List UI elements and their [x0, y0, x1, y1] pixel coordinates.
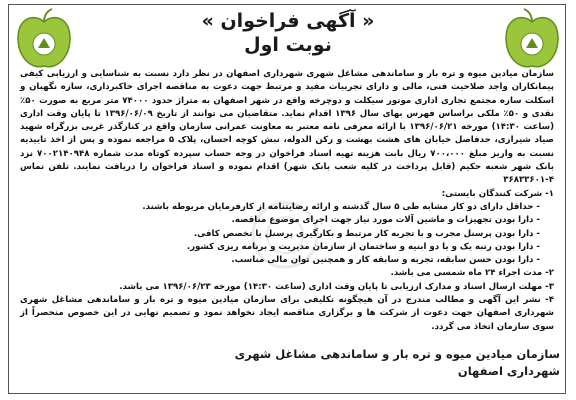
signature-organization: سازمان میادین میوه و تره بار و ساماندهی مشاغل شهری	[234, 347, 560, 361]
list-item: - دارا بودن رتبه یک و یا دو ابنیه و ساختمان از سازمان مدیریت و برنامه ریزی کشور.	[186, 241, 540, 252]
list-item: ۲- مدت اجراء ۲۴ ماه شمسی می باشد.	[390, 268, 554, 279]
list-item: - دارا بودن تجهیزات و ماشین آلات مورد نیاز جهت اجرای موضوع مناقصه.	[231, 215, 540, 226]
list-item: ۳- مهلت ارسال اسناد و مدارک ارزیابی تا پایان وقت اداری (ساعت ۱۴:۳۰) مورخه ۱۳۹۶/۰۶/۲۳ می باشد.	[119, 281, 554, 292]
notice-subtitle: نوبت اول	[244, 34, 332, 56]
list-item: - حداقل دارای دو کار مشابه طی ۵ سال گذشته و ارائه رضایتنامه از کارفرمایان مربوطه باشند.	[142, 201, 540, 212]
list-item: ۱- شرکت کنندگان بایستی:	[441, 188, 554, 199]
signature-block	[235, 346, 560, 380]
signature-municipality: شهرداری اصفهان	[457, 364, 560, 378]
notice-title: « آگهی فراخوان »	[201, 10, 375, 32]
apple-logo-icon	[14, 8, 74, 72]
apple-logo-icon	[502, 8, 562, 72]
notice-body	[20, 68, 554, 334]
intro-paragraph: سازمان میادین میوه و تره بار و ساماندهی مشاغل شهری شهرداری اصفهان در نظر دارد نسبت به شناسایی و ارزیابی کیفی پیمانکاران واجد صلاحیت فنی، مالی و دارای تجربیات مفید و مرتبط جهت دعوت به مناقصه اجرای خاکبرداری، سازه نگهبان و اسکلت سازه مجتمع تجاری اداری موتور سیکلت و دوچرخه واقع در شهر اصفهان به متراژ حدود ۷۴۰۰۰ متر مربع به صورت ۵۰٪ نقدی و ۵۰٪ ملکی براساس فهرس بهای سال ۱۳۹۶ اقدام نماید. متقاضیان می توانند از تاریخ ۱۳۹۶/۰۶/۰۹ تا پایان وقت اداری (ساعت ۱۴:۳۰) مورخه ۱۳۹۶/۰۶/۲۱ با ارائه معرفی نامه معتبر به معاونت عمرانی سازمان واقع در کنارگذر غربی بزرگراه شهید صیاد شیرازی، حدفاصل خیابان های هشت بهشت و رکن الدوله، نبش کوچه احسان، پلاک ۵ مراجعه نموده و پس از اخذ تاییدیه نسبت به واریز مبلغ ۷۰۰،۰۰۰ ریال بابت هزینه تهیه اسناد فراخوان در وجه حساب سپرده کوتاه مدت شماره ۷۰۰۲۱۴۰۹۴۸ نزد بانک شهر شعبه حکیم (قابل پرداخت در کلیه شعب بانک شهر) اقدام نموده و اسناد فراخوان را دریافت نمایند. تلفن تماس ۴-۳۶۸۳۳۶۰۱	[20, 69, 555, 186]
list-item: ۴- نشر این آگهی و مطالب مندرج در آن هیچگونه تکلیفی برای سازمان میادین میوه و تره بار و ساماندهی مشاغل شهری شهرداری اصفهان جهت دعوت از شرکت ها و برگزاری مناقصه ایجاد نخواهد نمود و تصمیم نهایی در این خصوص منحصراً از سوی سازمان اتخاذ می گردد.	[20, 295, 554, 332]
requirements-list	[20, 188, 554, 334]
list-item: - دارا بودن حسن سابقه، تجربه و سابقه کار و همچنین توان مالی مناسب.	[231, 255, 540, 266]
list-item: - دارا بودن پرسنل مجرب و با تجربه کار مرتبط و بکارگیری پرسنل با تخصص کافی.	[193, 228, 540, 239]
